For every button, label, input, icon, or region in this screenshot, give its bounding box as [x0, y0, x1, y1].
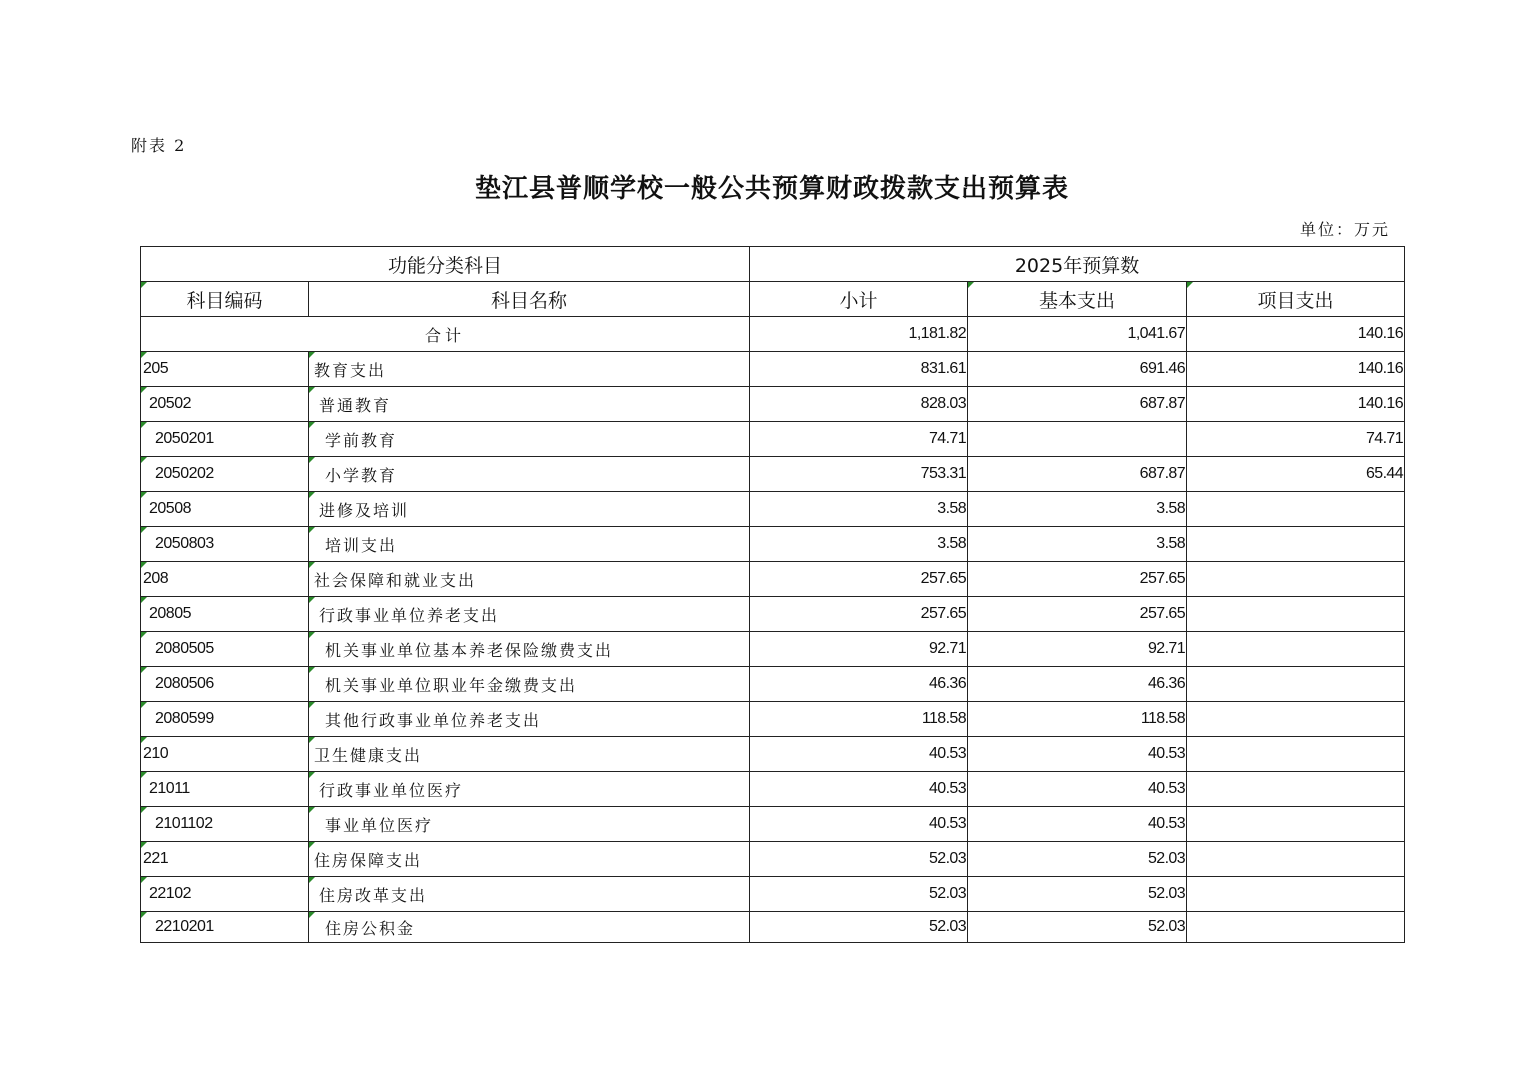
row-subtotal: 118.58 [750, 702, 968, 737]
row-basic: 118.58 [968, 702, 1187, 737]
budget-table [140, 246, 1405, 943]
table-row [141, 457, 1405, 492]
row-name: 小学教育 [309, 457, 750, 492]
table-row [141, 737, 1405, 772]
row-basic: 52.03 [968, 912, 1187, 943]
header-code: 科目编码 [141, 282, 309, 317]
row-name: 其他行政事业单位养老支出 [309, 702, 750, 737]
row-project [1187, 772, 1405, 807]
row-subtotal: 3.58 [750, 527, 968, 562]
row-project [1187, 912, 1405, 943]
row-project: 140.16 [1187, 387, 1405, 422]
row-code: 20805 [141, 597, 309, 632]
row-subtotal: 831.61 [750, 352, 968, 387]
header-columns-row [141, 282, 1405, 317]
row-subtotal: 46.36 [750, 667, 968, 702]
row-basic: 3.58 [968, 527, 1187, 562]
row-project [1187, 562, 1405, 597]
row-basic: 687.87 [968, 457, 1187, 492]
row-subtotal: 40.53 [750, 772, 968, 807]
header-subtotal: 小计 [750, 282, 968, 317]
row-code: 20502 [141, 387, 309, 422]
row-subtotal: 92.71 [750, 632, 968, 667]
row-name: 住房公积金 [309, 912, 750, 943]
row-code: 205 [141, 352, 309, 387]
row-basic: 46.36 [968, 667, 1187, 702]
row-project [1187, 492, 1405, 527]
row-basic [968, 422, 1187, 457]
annex-label: 附表 2 [131, 136, 187, 155]
row-project [1187, 807, 1405, 842]
row-name: 住房改革支出 [309, 877, 750, 912]
row-subtotal: 52.03 [750, 877, 968, 912]
row-code: 22102 [141, 877, 309, 912]
row-basic: 691.46 [968, 352, 1187, 387]
row-name: 社会保障和就业支出 [309, 562, 750, 597]
table-row [141, 352, 1405, 387]
row-project: 74.71 [1187, 422, 1405, 457]
header-functional-classification: 功能分类科目 [141, 247, 750, 282]
table-row [141, 387, 1405, 422]
header-name: 科目名称 [309, 282, 750, 317]
header-basic: 基本支出 [968, 282, 1187, 317]
row-subtotal: 828.03 [750, 387, 968, 422]
row-code: 2101102 [141, 807, 309, 842]
row-code: 21011 [141, 772, 309, 807]
row-basic: 92.71 [968, 632, 1187, 667]
row-basic: 40.53 [968, 772, 1187, 807]
row-basic: 40.53 [968, 807, 1187, 842]
table-row [141, 772, 1405, 807]
row-basic: 40.53 [968, 737, 1187, 772]
row-code: 2080505 [141, 632, 309, 667]
row-name: 进修及培训 [309, 492, 750, 527]
row-basic: 257.65 [968, 562, 1187, 597]
row-subtotal: 40.53 [750, 737, 968, 772]
row-name: 卫生健康支出 [309, 737, 750, 772]
row-project: 140.16 [1187, 352, 1405, 387]
row-basic: 257.65 [968, 597, 1187, 632]
row-name: 行政事业单位医疗 [309, 772, 750, 807]
header-group-row [141, 247, 1405, 282]
row-project [1187, 667, 1405, 702]
total-subtotal: 1,181.82 [750, 317, 968, 352]
row-name: 住房保障支出 [309, 842, 750, 877]
table-row [141, 597, 1405, 632]
table-row [141, 912, 1405, 943]
row-code: 2050201 [141, 422, 309, 457]
row-subtotal: 40.53 [750, 807, 968, 842]
table-row [141, 527, 1405, 562]
row-project [1187, 597, 1405, 632]
row-name: 普通教育 [309, 387, 750, 422]
row-project [1187, 632, 1405, 667]
table-row [141, 632, 1405, 667]
total-basic: 1,041.67 [968, 317, 1187, 352]
row-basic: 52.03 [968, 877, 1187, 912]
table-row [141, 807, 1405, 842]
row-subtotal: 257.65 [750, 597, 968, 632]
page-title: 垫江县普顺学校一般公共预算财政拨款支出预算表 [474, 174, 1069, 204]
table-row [141, 492, 1405, 527]
row-subtotal: 74.71 [750, 422, 968, 457]
row-project [1187, 702, 1405, 737]
row-name: 教育支出 [309, 352, 750, 387]
row-code: 2080506 [141, 667, 309, 702]
table-row [141, 702, 1405, 737]
unit-label: 单位：万元 [1299, 220, 1390, 239]
row-code: 208 [141, 562, 309, 597]
row-name: 机关事业单位基本养老保险缴费支出 [309, 632, 750, 667]
row-name: 事业单位医疗 [309, 807, 750, 842]
row-project [1187, 737, 1405, 772]
row-code: 2080599 [141, 702, 309, 737]
row-project [1187, 842, 1405, 877]
row-name: 行政事业单位养老支出 [309, 597, 750, 632]
row-code: 20508 [141, 492, 309, 527]
row-basic: 3.58 [968, 492, 1187, 527]
row-subtotal: 52.03 [750, 912, 968, 943]
total-project: 140.16 [1187, 317, 1405, 352]
total-label: 合计 [141, 317, 750, 352]
row-project: 65.44 [1187, 457, 1405, 492]
table-row [141, 877, 1405, 912]
table-row [141, 422, 1405, 457]
row-code: 2050202 [141, 457, 309, 492]
row-name: 机关事业单位职业年金缴费支出 [309, 667, 750, 702]
row-basic: 52.03 [968, 842, 1187, 877]
row-code: 221 [141, 842, 309, 877]
row-subtotal: 257.65 [750, 562, 968, 597]
total-row [141, 317, 1405, 352]
row-name: 学前教育 [309, 422, 750, 457]
row-subtotal: 3.58 [750, 492, 968, 527]
table-row [141, 562, 1405, 597]
row-code: 2050803 [141, 527, 309, 562]
table-row [141, 667, 1405, 702]
row-subtotal: 52.03 [750, 842, 968, 877]
row-project [1187, 877, 1405, 912]
row-name: 培训支出 [309, 527, 750, 562]
table-row [141, 842, 1405, 877]
row-code: 210 [141, 737, 309, 772]
row-code: 2210201 [141, 912, 309, 943]
row-basic: 687.87 [968, 387, 1187, 422]
header-budget-year: 2025年预算数 [750, 247, 1405, 282]
row-subtotal: 753.31 [750, 457, 968, 492]
row-project [1187, 527, 1405, 562]
header-project: 项目支出 [1187, 282, 1405, 317]
